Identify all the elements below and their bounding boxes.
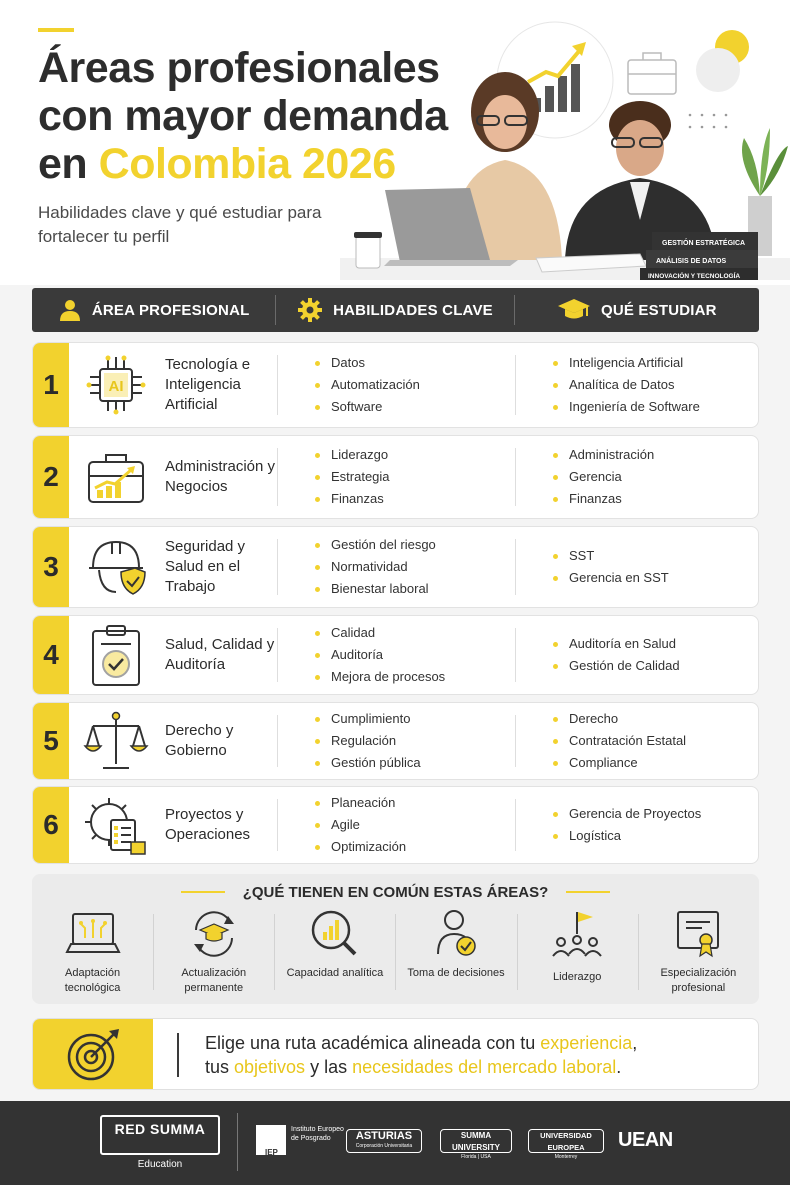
clipboard-check-icon — [83, 622, 149, 688]
accent-bar — [38, 28, 74, 32]
area-row-5 — [32, 702, 759, 780]
trait-item: Adaptación tecnológica — [32, 908, 153, 998]
ai-chip-icon — [83, 352, 149, 418]
header-area: ÁREA PROFESIONAL — [32, 288, 275, 332]
skills-list — [315, 352, 420, 418]
svg-text:AI: AI — [108, 378, 124, 395]
graduation-cap-icon — [557, 297, 591, 323]
list-item: Gerencia en SST — [553, 567, 669, 589]
row-number: 1 — [33, 343, 69, 427]
trait-item: Actualización permanente — [153, 908, 274, 998]
skills-list — [315, 622, 445, 688]
row-number: 6 — [33, 787, 69, 863]
row-number: 2 — [33, 436, 69, 518]
book-label-2: ANÁLISIS DE DATOS — [656, 258, 727, 265]
scales-icon — [83, 708, 149, 774]
trait-item: Liderazgo — [517, 908, 638, 998]
hero-illustration — [340, 20, 790, 280]
study-list — [553, 444, 654, 510]
list-item: Calidad — [315, 622, 445, 644]
area-name: Proyectos y Operaciones — [165, 806, 251, 843]
list-item: Logística — [553, 825, 701, 847]
summa-university-logo: SUMMA UNIVERSITY Florida | USA — [440, 1129, 512, 1153]
study-list — [553, 545, 669, 589]
study-list — [553, 803, 701, 847]
cta-icon-panel — [33, 1019, 153, 1090]
list-item: Compliance — [553, 752, 686, 774]
skills-list — [315, 792, 406, 858]
trait-item: Toma de decisiones — [395, 908, 516, 998]
list-item: Auditoría — [315, 644, 445, 666]
list-item: Normatividad — [315, 556, 436, 578]
header-skills: HABILIDADES CLAVE — [276, 288, 513, 332]
common-title: ¿QUÉ TIENEN EN COMÚN ESTAS ÁREAS? — [32, 880, 759, 904]
cta-message: Elige una ruta académica alineada con tu experiencia, tus objetivos y las necesidades del mercado laboral. — [205, 1033, 638, 1077]
dot-grid-icon — [689, 114, 728, 129]
list-item: SST — [553, 545, 669, 567]
list-item: Administración — [553, 444, 654, 466]
area-row-6 — [32, 786, 759, 864]
list-item: Planeación — [315, 792, 406, 814]
list-item: Bienestar laboral — [315, 578, 436, 600]
book-label-1: GESTIÓN ESTRATÉGICA — [662, 240, 746, 247]
person-check-icon — [428, 908, 484, 960]
skills-list — [315, 534, 436, 600]
gear-icon — [297, 297, 323, 323]
list-item: Mejora de procesos — [315, 666, 445, 688]
title-highlight: Colombia 2026 — [98, 140, 396, 188]
trait-item: Capacidad analítica — [274, 908, 395, 998]
area-row-4 — [32, 615, 759, 695]
gear-checklist-icon — [83, 792, 149, 858]
list-item: Liderazgo — [315, 444, 390, 466]
row-number: 4 — [33, 616, 69, 694]
list-item: Ingeniería de Software — [553, 396, 700, 418]
area-name: Tecnología e Inteligencia Artificial — [165, 356, 251, 413]
common-traits-section — [32, 874, 759, 1004]
page-subtitle: Habilidades clave y qué estudiar para fortalecer tu perfil — [38, 203, 322, 246]
row-number: 3 — [33, 527, 69, 607]
list-item: Gestión del riesgo — [315, 534, 436, 556]
uean-logo: UEAN — [618, 1129, 673, 1151]
helmet-shield-icon — [83, 534, 149, 600]
trait-item: Especialización profesional — [638, 908, 759, 998]
briefcase-outline-icon — [628, 53, 676, 94]
list-item: Derecho — [553, 708, 686, 730]
cta-banner — [32, 1018, 759, 1090]
area-row-1 — [32, 342, 759, 428]
list-item: Agile — [315, 814, 406, 836]
team-flag-icon — [549, 908, 605, 960]
list-item: Datos — [315, 352, 420, 374]
list-item: Inteligencia Artificial — [553, 352, 700, 374]
universidad-europea-logo: UNIVERSIDAD EUROPEA Monterrey — [528, 1129, 604, 1153]
row-number: 5 — [33, 703, 69, 779]
area-name: Salud, Calidad y Auditoría — [165, 636, 275, 673]
list-item: Optimización — [315, 836, 406, 858]
coffee-cup-icon — [354, 232, 382, 268]
table-header — [32, 288, 759, 332]
page-title: Áreas profesionales con mayor demanda en Colombia 2026 — [38, 44, 448, 188]
list-item: Gerencia de Proyectos — [553, 803, 701, 825]
person-icon — [58, 298, 82, 322]
certificate-icon — [670, 908, 726, 960]
skills-list — [315, 444, 390, 510]
area-name: Seguridad y Salud en el Trabajo — [165, 538, 246, 595]
list-item: Gestión pública — [315, 752, 421, 774]
area-row-2 — [32, 435, 759, 519]
list-item: Gerencia — [553, 466, 654, 488]
target-icon — [65, 1027, 121, 1083]
book-label-3: INNOVACIÓN Y TECNOLOGÍA — [648, 273, 741, 280]
study-list — [553, 708, 686, 774]
list-item: Contratación Estatal — [553, 730, 686, 752]
list-item: Automatización — [315, 374, 420, 396]
graduation-cycle-icon — [186, 908, 242, 960]
list-item: Estrategia — [315, 466, 390, 488]
study-list — [553, 352, 700, 418]
list-item: Regulación — [315, 730, 421, 752]
book-stack — [640, 232, 758, 280]
laptop-circuit-icon — [65, 908, 121, 960]
list-item: Software — [315, 396, 420, 418]
magnifier-chart-icon — [307, 908, 363, 960]
header-study: QUÉ ESTUDIAR — [515, 288, 759, 332]
list-item: Cumplimiento — [315, 708, 421, 730]
study-list — [553, 633, 680, 677]
footer-logos: RED SUMMA Education IEP Instituto Europeo de Posgrado ASTURIAS Corporación Universitaria SUMMA UNIVERSITY Florida | USA UNIVERSIDAD EUROPEA Monterrey UEAN — [0, 1101, 790, 1185]
area-row-3 — [32, 526, 759, 608]
hero-section — [0, 0, 790, 285]
area-name: Administración y Negocios — [165, 458, 276, 495]
list-item: Auditoría en Salud — [553, 633, 680, 655]
list-item: Finanzas — [553, 488, 654, 510]
red-summa-logo: RED SUMMA — [100, 1115, 220, 1155]
area-name: Derecho y Gobierno — [165, 722, 234, 759]
list-item: Analítica de Datos — [553, 374, 700, 396]
skills-list — [315, 708, 421, 774]
list-item: Finanzas — [315, 488, 390, 510]
asturias-logo: ASTURIAS Corporación Universitaria — [346, 1129, 422, 1153]
list-item: Gestión de Calidad — [553, 655, 680, 677]
briefcase-chart-icon — [83, 444, 149, 510]
